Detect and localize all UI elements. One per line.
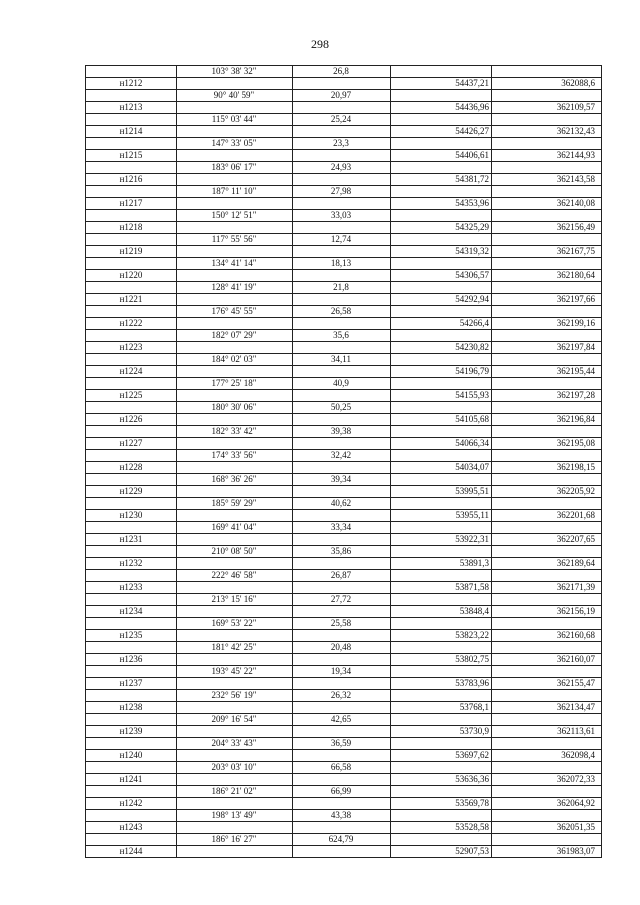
point-name: н1237 — [119, 678, 143, 688]
point-row — [86, 126, 601, 138]
point-y: 362196,84 — [556, 414, 595, 424]
segment-distance: 27,98 — [330, 186, 352, 196]
segment-angle: 186° 16' 27" — [211, 834, 257, 844]
segment-angle: 232° 56' 19" — [211, 690, 257, 700]
segment-angle: 180° 30' 06" — [211, 402, 257, 412]
segment-angle: 213° 15' 16" — [211, 594, 257, 604]
point-row — [86, 174, 601, 186]
segment-angle: 203° 03' 10" — [211, 762, 257, 772]
point-row — [86, 294, 601, 306]
segment-distance: 40,62 — [330, 498, 352, 508]
point-row — [86, 270, 601, 282]
segment-angle: 103° 38' 32" — [211, 66, 257, 76]
point-row — [86, 774, 601, 786]
point-row — [86, 726, 601, 738]
point-x: 53848,4 — [459, 606, 489, 616]
point-x: 53802,75 — [455, 654, 489, 664]
point-name: н1217 — [119, 198, 143, 208]
point-x: 54436,96 — [455, 102, 489, 112]
segment-angle: 181° 42' 25" — [211, 642, 257, 652]
point-name: н1244 — [119, 846, 143, 856]
segment-distance: 624,79 — [328, 834, 354, 844]
point-y: 362155,47 — [556, 678, 595, 688]
point-x: 53995,51 — [455, 486, 489, 496]
point-y: 362160,68 — [556, 630, 595, 640]
point-name: н1242 — [119, 798, 143, 808]
point-x: 54196,79 — [455, 366, 489, 376]
segment-row — [86, 666, 601, 678]
segment-angle: 117° 55' 56" — [211, 234, 257, 244]
segment-angle: 209° 16' 54" — [211, 714, 257, 724]
segment-distance: 12,74 — [330, 234, 352, 244]
point-row — [86, 150, 601, 162]
segment-distance: 18,13 — [330, 258, 352, 268]
point-row — [86, 102, 601, 114]
point-x: 53922,31 — [455, 534, 489, 544]
point-name: н1215 — [119, 150, 143, 160]
segment-distance: 36,59 — [330, 738, 352, 748]
point-y: 362143,58 — [556, 174, 595, 184]
segment-row — [86, 594, 601, 606]
point-y: 362197,66 — [556, 294, 595, 304]
point-name: н1229 — [119, 486, 143, 496]
point-row — [86, 246, 601, 258]
point-y: 362088,6 — [561, 78, 595, 88]
segment-angle: 168° 36' 26" — [211, 474, 257, 484]
segment-angle: 115° 03' 44" — [211, 114, 257, 124]
point-name: н1212 — [119, 78, 143, 88]
point-name: н1236 — [119, 654, 143, 664]
point-y: 361983,07 — [556, 846, 595, 856]
segment-angle: 128° 41' 19" — [211, 282, 257, 292]
point-row — [86, 630, 601, 642]
segment-distance: 24,93 — [330, 162, 352, 172]
segment-distance: 34,11 — [331, 354, 351, 364]
point-row — [86, 654, 601, 666]
segment-row — [86, 570, 601, 582]
segment-distance: 25,24 — [330, 114, 352, 124]
point-name: н1224 — [119, 366, 143, 376]
point-y: 362207,65 — [556, 534, 595, 544]
segment-row — [86, 522, 601, 534]
point-x: 54319,32 — [455, 246, 489, 256]
segment-angle: 182° 07' 29" — [211, 330, 257, 340]
point-row — [86, 534, 601, 546]
segment-distance: 40,9 — [333, 378, 349, 388]
point-row — [86, 390, 601, 402]
point-y: 362189,64 — [556, 558, 595, 568]
point-y: 362171,39 — [556, 582, 595, 592]
point-y: 362156,49 — [556, 222, 595, 232]
point-x: 53891,3 — [459, 558, 489, 568]
point-y: 362180,64 — [556, 270, 595, 280]
point-y: 362144,93 — [556, 150, 595, 160]
point-row — [86, 750, 601, 762]
segment-distance: 20,48 — [330, 642, 352, 652]
segment-distance: 39,38 — [330, 426, 352, 436]
segment-row — [86, 642, 601, 654]
point-y: 362140,08 — [556, 198, 595, 208]
segment-angle: 186° 21' 02" — [211, 786, 257, 796]
segment-row — [86, 162, 601, 174]
segment-angle: 187° 11' 10" — [211, 186, 257, 196]
segment-angle: 169° 53' 22" — [211, 618, 257, 628]
point-y: 362134,47 — [556, 702, 595, 712]
segment-row — [86, 378, 601, 390]
page-number: 298 — [311, 37, 329, 51]
segment-distance: 21,8 — [333, 282, 349, 292]
point-x: 52907,53 — [455, 846, 489, 856]
point-x: 53823,22 — [455, 630, 489, 640]
segment-angle: 90° 40' 59" — [213, 90, 255, 100]
point-y: 362195,08 — [556, 438, 595, 448]
segment-distance: 32,42 — [330, 450, 352, 460]
segment-distance: 26,87 — [330, 570, 352, 580]
segment-angle: 177° 25' 18" — [211, 378, 257, 388]
segment-distance: 26,58 — [330, 306, 352, 316]
segment-distance: 23,3 — [333, 138, 349, 148]
point-row — [86, 318, 601, 330]
point-x: 54230,82 — [455, 342, 489, 352]
point-name: н1213 — [119, 102, 143, 112]
point-name: н1219 — [119, 246, 143, 256]
point-x: 54155,93 — [455, 390, 489, 400]
segment-distance: 35,86 — [330, 546, 352, 556]
point-name: н1225 — [119, 390, 143, 400]
point-x: 54066,34 — [455, 438, 489, 448]
point-name: н1232 — [119, 558, 143, 568]
segment-row — [86, 810, 601, 822]
point-x: 53955,11 — [455, 510, 489, 520]
point-name: н1234 — [119, 606, 143, 616]
segment-angle: 134° 41' 14" — [211, 258, 257, 268]
segment-row — [86, 450, 601, 462]
point-row — [86, 414, 601, 426]
point-y: 362132,43 — [556, 126, 595, 136]
segment-angle: 150° 12' 51" — [211, 210, 257, 220]
point-row — [86, 486, 601, 498]
segment-row — [86, 210, 601, 222]
point-y: 362197,28 — [556, 390, 595, 400]
segment-row — [86, 834, 601, 846]
point-x: 53528,58 — [455, 822, 489, 832]
segment-row — [86, 738, 601, 750]
point-name: н1235 — [119, 630, 143, 640]
point-row — [86, 558, 601, 570]
segment-row — [86, 258, 601, 270]
point-x: 54437,21 — [455, 78, 489, 88]
segment-angle: 184° 02' 03" — [211, 354, 257, 364]
segment-row — [86, 762, 601, 774]
segment-distance: 20,97 — [330, 90, 352, 100]
point-name: н1222 — [119, 318, 143, 328]
segment-row — [86, 306, 601, 318]
point-x: 53730,9 — [459, 726, 489, 736]
segment-row — [86, 66, 601, 78]
segment-distance: 42,65 — [330, 714, 352, 724]
segment-row — [86, 714, 601, 726]
point-row — [86, 702, 601, 714]
point-row — [86, 510, 601, 522]
point-x: 54406,61 — [455, 150, 489, 160]
point-y: 362113,61 — [557, 726, 595, 736]
point-name: н1227 — [119, 438, 143, 448]
point-x: 54325,29 — [455, 222, 489, 232]
point-row — [86, 582, 601, 594]
point-name: н1240 — [119, 750, 143, 760]
segment-row — [86, 474, 601, 486]
point-name: н1220 — [119, 270, 143, 280]
point-x: 54292,94 — [455, 294, 489, 304]
segment-distance: 50,25 — [330, 402, 352, 412]
segment-row — [86, 282, 601, 294]
coordinates-table — [85, 65, 602, 858]
segment-angle: 222° 46' 58" — [211, 570, 257, 580]
segment-distance: 26,32 — [330, 690, 352, 700]
point-x: 53697,62 — [455, 750, 489, 760]
segment-distance: 27,72 — [330, 594, 352, 604]
segment-row — [86, 234, 601, 246]
point-name: н1230 — [119, 510, 143, 520]
point-x: 53569,78 — [455, 798, 489, 808]
point-name: н1216 — [119, 174, 143, 184]
point-x: 53768,1 — [459, 702, 489, 712]
point-name: н1226 — [119, 414, 143, 424]
segment-row — [86, 330, 601, 342]
segment-distance: 25,58 — [330, 618, 352, 628]
segment-angle: 147° 33' 05" — [211, 138, 257, 148]
point-x: 54353,96 — [455, 198, 489, 208]
point-name: н1238 — [119, 702, 143, 712]
segment-distance: 19,34 — [330, 666, 352, 676]
segment-distance: 43,38 — [330, 810, 352, 820]
point-name: н1233 — [119, 582, 143, 592]
segment-distance: 35,6 — [333, 330, 349, 340]
segment-row — [86, 546, 601, 558]
point-row — [86, 846, 601, 857]
point-row — [86, 462, 601, 474]
point-row — [86, 678, 601, 690]
point-name: н1218 — [119, 222, 143, 232]
point-row — [86, 198, 601, 210]
point-row — [86, 438, 601, 450]
point-y: 362072,33 — [556, 774, 595, 784]
point-row — [86, 606, 601, 618]
point-name: н1241 — [119, 774, 143, 784]
segment-distance: 26,8 — [333, 66, 349, 76]
point-x: 53783,96 — [455, 678, 489, 688]
point-name: н1243 — [119, 822, 143, 832]
point-y: 362160,07 — [556, 654, 595, 664]
segment-angle: 193° 45' 22" — [211, 666, 257, 676]
segment-distance: 66,58 — [330, 762, 352, 772]
point-row — [86, 822, 601, 834]
point-x: 54034,07 — [455, 462, 489, 472]
point-name: н1231 — [119, 534, 143, 544]
point-y: 362199,16 — [556, 318, 595, 328]
point-y: 362205,92 — [556, 486, 595, 496]
segment-row — [86, 786, 601, 798]
segment-angle: 169° 41' 04" — [211, 522, 257, 532]
segment-row — [86, 138, 601, 150]
point-name: н1214 — [119, 126, 143, 136]
point-name: н1223 — [119, 342, 143, 352]
segment-row — [86, 354, 601, 366]
segment-angle: 176° 45' 55" — [211, 306, 257, 316]
segment-angle: 210° 08' 50" — [211, 546, 257, 556]
point-x: 54426,27 — [455, 126, 489, 136]
point-y: 362167,75 — [556, 246, 595, 256]
point-x: 53871,58 — [455, 582, 489, 592]
point-y: 362051,35 — [556, 822, 595, 832]
segment-angle: 185° 59' 29" — [211, 498, 257, 508]
point-name: н1239 — [119, 726, 143, 736]
segment-row — [86, 690, 601, 702]
segment-distance: 66,99 — [330, 786, 352, 796]
segment-row — [86, 426, 601, 438]
segment-row — [86, 402, 601, 414]
segment-row — [86, 618, 601, 630]
segment-angle: 198° 13' 49" — [211, 810, 257, 820]
segment-angle: 174° 33' 56" — [211, 450, 257, 460]
point-x: 53636,36 — [455, 774, 489, 784]
point-row — [86, 342, 601, 354]
segment-distance: 39,34 — [330, 474, 352, 484]
point-y: 362109,57 — [556, 102, 595, 112]
point-name: н1221 — [119, 294, 143, 304]
segment-row — [86, 114, 601, 126]
point-y: 362197,84 — [556, 342, 595, 352]
point-x: 54105,68 — [455, 414, 489, 424]
segment-row — [86, 186, 601, 198]
point-y: 362195,44 — [556, 366, 595, 376]
point-y: 362198,15 — [556, 462, 595, 472]
point-y: 362098,4 — [561, 750, 595, 760]
segment-row — [86, 90, 601, 102]
point-row — [86, 222, 601, 234]
segment-row — [86, 498, 601, 510]
segment-distance: 33,34 — [330, 522, 352, 532]
point-x: 54381,72 — [455, 174, 489, 184]
point-y: 362064,92 — [556, 798, 595, 808]
point-row — [86, 798, 601, 810]
point-row — [86, 78, 601, 90]
point-x: 54266,4 — [459, 318, 489, 328]
point-name: н1228 — [119, 462, 143, 472]
point-row — [86, 366, 601, 378]
point-x: 54306,57 — [455, 270, 489, 280]
segment-distance: 33,03 — [330, 210, 352, 220]
segment-angle: 182° 33' 42" — [211, 426, 257, 436]
segment-angle: 204° 33' 43" — [211, 738, 257, 748]
point-y: 362156,19 — [556, 606, 595, 616]
point-y: 362201,68 — [556, 510, 595, 520]
segment-angle: 183° 06' 17" — [211, 162, 257, 172]
